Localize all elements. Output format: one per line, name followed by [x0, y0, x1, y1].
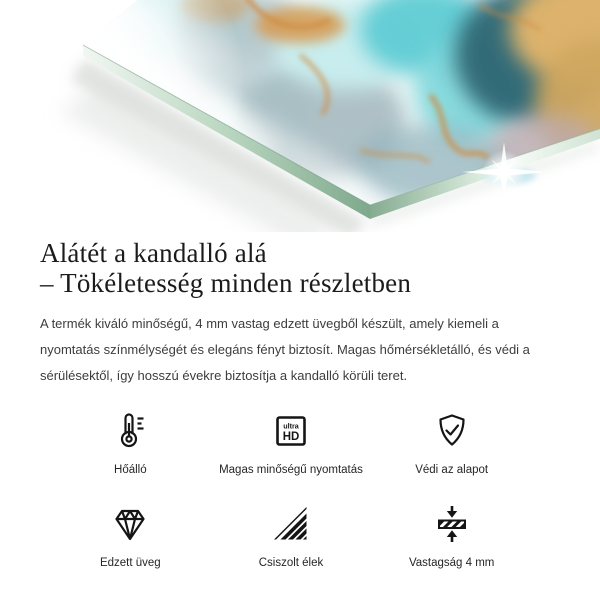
shield-check-icon: [432, 409, 472, 453]
page-title-line1: Alátét a kandalló alá: [40, 238, 267, 268]
feature-print-quality: [211, 409, 372, 476]
thermometer-icon: [110, 409, 150, 453]
feature-thickness: [371, 502, 532, 569]
feature-label: Hőálló: [114, 464, 147, 476]
page-title: [40, 238, 542, 298]
feature-protects-base: [371, 409, 532, 476]
feature-tempered-glass: [50, 502, 211, 569]
svg-text:ultra: ultra: [283, 421, 299, 431]
diamond-icon: [110, 502, 150, 546]
feature-heat-resistant: [50, 409, 211, 476]
product-description-text: A termék kiváló minőségű, 4 mm vastag edzett üvegből készült, amely kiemeli a nyomtatás színmélységét és elegáns fényt biztosít. Magas hőmérsékletálló, és védi a sérülésektől, így hosszú évekre biztosítja a kandalló körüli teret.: [40, 316, 530, 383]
product-hero-image: [0, 0, 600, 232]
polished-edges-icon: [271, 502, 311, 546]
page-title-line2: – Tökéletesség minden részletben: [40, 268, 412, 298]
ultra-hd-icon: [271, 409, 311, 453]
feature-polished-edges: [211, 502, 372, 569]
product-description-section: [0, 232, 600, 569]
svg-text:HD: HD: [282, 431, 300, 443]
feature-label: Védi az alapot: [415, 464, 489, 476]
feature-grid: [50, 409, 532, 569]
feature-label: Magas minőségű nyomtatás: [219, 464, 363, 476]
feature-label: Csiszolt élek: [258, 557, 324, 569]
feature-label: Vastagság 4 mm: [408, 557, 495, 569]
feature-label: Edzett üveg: [99, 557, 161, 569]
thickness-icon: [432, 502, 472, 546]
